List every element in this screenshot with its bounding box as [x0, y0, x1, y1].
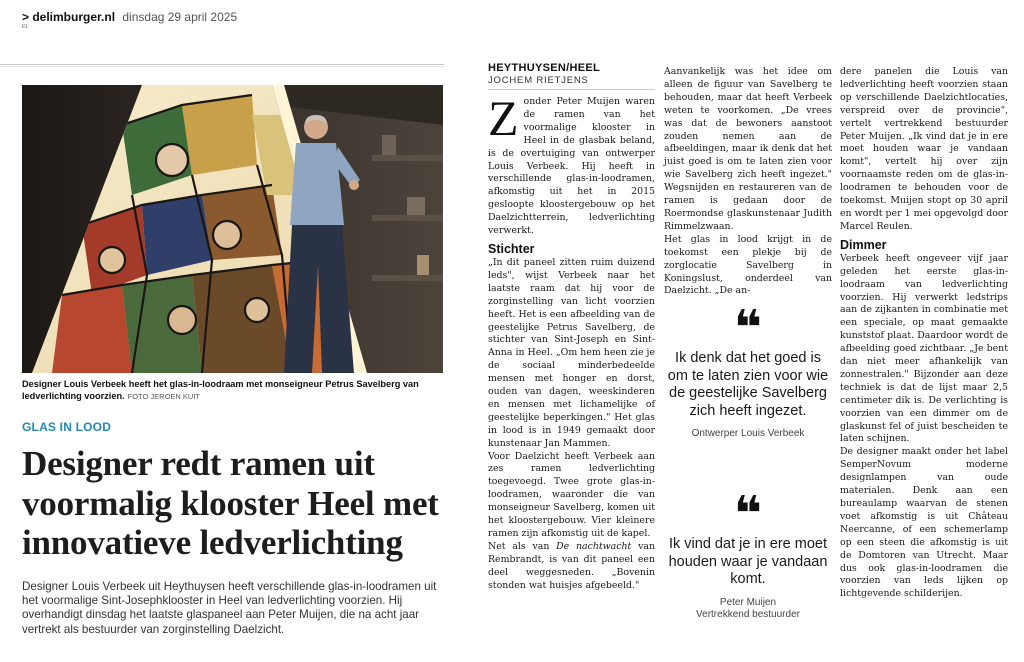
body-paragraph: Het glas in lood krijgt in de toekomst een plekje bij de zorglocatie Savelberg in Koningslust, onderdeel van Daelzicht. „De an-	[664, 233, 832, 297]
body-paragraph: Net als van De nachtwacht van Rembrandt, is van dit paneel een deel weggesneden. „Bovenin stonden wat huisjes afgebeeld."	[488, 540, 655, 591]
body-paragraph: De designer maakt onder het label SemperNovum moderne designlampen van oude materialen. Denk aan een bureaulamp waarvan de stenen voet afkomstig is uit Château Neercanne, of een schemerlamp op een steen die afkomstig is uit de Domtoren van Utrecht. Maar dus ook glas-in-loodramen die voorzien van leds lijken op lichtgevende schilderijen.	[840, 446, 1008, 600]
stained-glass-illustration	[22, 85, 443, 373]
edition-mark: ĐL	[22, 24, 29, 30]
caption-text: Designer Louis Verbeek heeft het glas-in-loodraam met monseigneur Petrus Savelberg van ledverlichting voorzien.	[22, 379, 419, 401]
quote-mark-icon: ❝	[733, 300, 763, 356]
article-column-1	[488, 62, 655, 593]
article-column-3	[840, 66, 1008, 601]
drop-cap: Z	[488, 90, 519, 146]
publication-date: dinsdag 29 april 2025	[122, 10, 238, 24]
body-paragraph: Aanvankelijk was het idee om alleen de figuur van Savelberg te behouden, maar dat heeft Verbeek weten te voorkomen. „De vrees was dat de bewoners aanstoot zouden nemen aan de afbeeldingen, maar ik denk dat het juist goed is om te laten zien voor wie Savelberg zich heeft ingezet." Wegsnijden en restaureren van de ramen is gedaan door de Roermondse glaskunstenaar Judith Rimmelzwaan.	[664, 66, 832, 232]
article-column-2	[664, 66, 832, 298]
article-lede: Designer Louis Verbeek uit Heythuysen heeft verschillende glas-in-loodramen uit het voormalige Sint-Josephklooster in Heel van ledverlichting voorzien. Hij overhandigt dinsdag het laatste glaspaneel aan Peter Muijen, die na acht jaar vertrekt als bestuurder van zorginstelling Daelzicht.	[22, 580, 437, 636]
subhead-stichter: Stichter	[488, 241, 535, 256]
site-name[interactable]: > delimburger.nl	[22, 10, 116, 24]
body-paragraph: Voor Daelzicht heeft Verbeek aan zes ramen ledverlichting toegevoegd. Twee grote glas-in-loodramen, waaronder die van monseigneur Savelberg, komen uit het kloostergebouw. Vier kleinere ramen zijn afkomstig uit de kapel.	[488, 450, 655, 539]
top-divider-secondary	[0, 66, 444, 67]
masthead	[22, 10, 237, 30]
article-headline: Designer redt ramen uit voormalig klooster Heel met innovatieve ledverlichting	[22, 444, 439, 562]
body-paragraph: dere panelen die Louis van ledverlichting heeft voorzien staan op verschillende Daelzichtlocaties, verspreid over de provincie", vertelt vertrekkend bestuurder Peter Muijen. „Ik vind dat je in ere moet houden waar je vandaan komt", vertelt hij over zijn voornaamste reden om de glas-in-loodramen te behouden voor de toekomst. Muijen stopt op 30 april en wordt per 1 mei opgevolgd door Marcel Reulen.	[840, 66, 1008, 232]
pull-quote	[664, 300, 832, 441]
subhead-dimmer: Dimmer	[840, 237, 887, 252]
quote-text: Ik vind dat je in ere moet houden waar je vandaan komt.	[668, 536, 828, 587]
photo-credit: FOTO JEROEN KUIT	[127, 392, 200, 401]
quote-source: Ontwerper Louis Verbeek	[691, 428, 805, 439]
dateline: HEYTHUYSEN/HEEL	[488, 62, 601, 74]
byline: JOCHEM RIETJENS	[488, 75, 655, 90]
body-paragraph: „In dit paneel zitten ruim duizend leds", wijst Verbeek naar het laatste raam dat hij voor de zorginstelling van licht voorzien heeft. Het is een afbeelding van de geestelijke Petrus Savelberg, de stichter van Sint-Joseph en Sint-Anna in Heel. „Om hem heen zie je de sociaal minderbedeelde mensen met honger en dorst, ouden van dagen, weeskinderen en mensen met lichamelijke of geestelijke beperkingen." Het glas in lood is in 1949 gemaakt door kunstenaar Jan Mammen.	[488, 256, 655, 449]
artwork-title: De nachtwacht	[556, 540, 632, 552]
quote-source: Peter Muijen Vertrekkend bestuurder	[696, 596, 800, 620]
top-divider	[0, 64, 444, 65]
pull-quote	[664, 486, 832, 622]
body-paragraph: Verbeek heeft ongeveer vijf jaar geleden het eerste glas-in-loodraam van ledverlichting voorzien. Hij verwerkt ledstrips aan de zijkanten in combinatie met een speciale, op maat gemaakte kunststof plaat. Daardoor wordt de afbeelding goed zichtbaar. „Je bent dan niet meer afhankelijk van zonnestralen." Bijzonder aan deze techniek is dat de lijst maar 2,5 centimeter dik is. De verlichting is voorzien van een dimmer om de glaskunst fel of juist bescheiden te laten schijnen.	[840, 252, 1008, 445]
article-photo	[22, 85, 443, 373]
quote-mark-icon: ❝	[733, 486, 763, 542]
intro-paragraph: Zonder Peter Muijen waren de ramen van het voormalige klooster in Heel in de glasbak beland, is de overtuiging van ontwerper Louis Verbeek. Hij heeft in verschillende glas-in-loodramen, afkomstig uit het in 2015 gesloopte kloostergebouw op het Daelzichtterrein, ledverlichting verwerkt.	[488, 90, 655, 237]
section-kicker: GLAS IN LOOD	[22, 420, 112, 434]
quote-text: Ik denk dat het goed is om te laten zien voor wie de geestelijke Savelberg zich heeft ingezet.	[667, 350, 829, 419]
photo-caption	[22, 378, 443, 403]
